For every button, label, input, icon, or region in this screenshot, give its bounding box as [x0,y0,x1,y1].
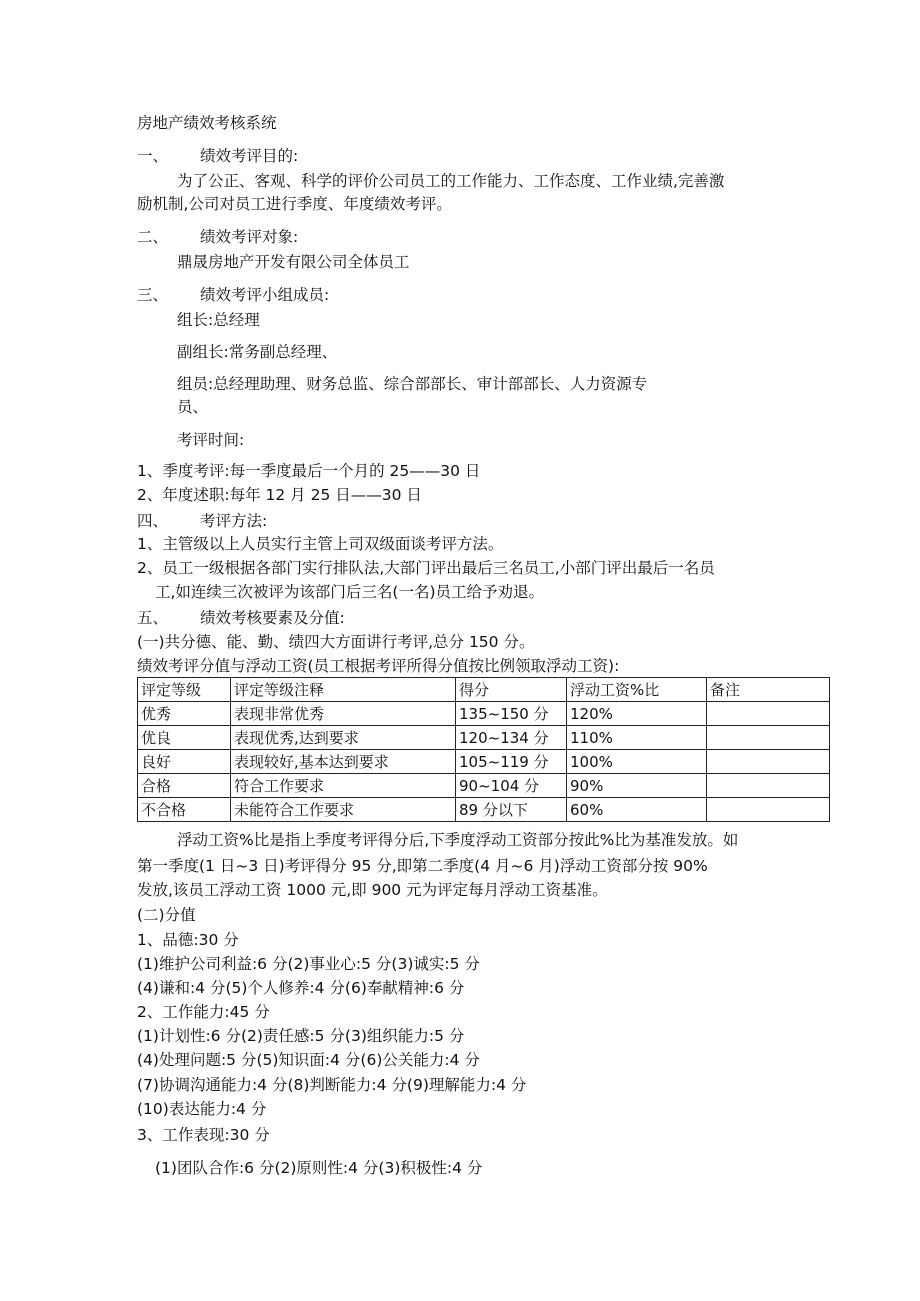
score-morality-items-2: (4)谦和:4 分(5)个人修养:4 分(6)奉献精神:6 分 [137,979,465,997]
table-cell [707,774,830,798]
table-cell: 优秀 [138,702,231,726]
table-cell [707,702,830,726]
table-cell: 120% [567,702,707,726]
score-ability: 2、工作能力:45 分 [137,1003,270,1021]
group-deputy: 副组长:常务副总经理、 [177,343,338,361]
scores-heading: (二)分值 [137,906,196,924]
group-leader: 组长:总经理 [177,311,260,329]
table-cell: 100% [567,750,707,774]
score-morality: 1、品德:30 分 [137,931,239,949]
table-cell: 表现优秀,达到要求 [231,726,456,750]
table-cell: 良好 [138,750,231,774]
schedule-quarterly: 1、季度考评:每一季度最后一个月的 25——30 日 [137,462,481,480]
section-1-heading: 绩效考评目的: [200,147,299,165]
table-cell [707,798,830,822]
table-cell: 60% [567,798,707,822]
table-caption: 绩效考评分值与浮动工资(员工根据考评所得分值按比例领取浮动工资): [137,657,620,675]
table-cell: 89 分以下 [456,798,567,822]
section-5-number: 五、 [137,609,169,627]
table-cell: 120~134 分 [456,726,567,750]
score-ability-items-3: (7)协调沟通能力:4 分(8)判断能力:4 分(9)理解能力:4 分 [137,1076,527,1094]
section-1-text: 为了公正、客观、科学的评价公司员工的工作能力、工作态度、工作业绩,完善激 [177,172,725,190]
section-4-number: 四、 [137,512,169,530]
table-row [138,774,830,798]
method-2: 2、员工一级根据各部门实行排队法,大部门评出最后三名员工,小部门评出最后一名员 [137,559,715,577]
table-cell: 表现非常优秀 [231,702,456,726]
section-3-heading: 绩效考评小组成员: [200,286,330,304]
table-row [138,750,830,774]
section-5-heading: 绩效考核要素及分值: [200,609,345,627]
score-performance: 3、工作表现:30 分 [137,1126,270,1144]
table-cell: 90~104 分 [456,774,567,798]
table-cell [707,750,830,774]
table-cell: 90% [567,774,707,798]
section-1-number: 一、 [137,147,169,165]
table-cell: 优良 [138,726,231,750]
table-row [138,726,830,750]
doc-title: 房地产绩效考核系统 [137,114,277,132]
grade-table [137,677,830,822]
score-ability-items-4: (10)表达能力:4 分 [137,1100,267,1118]
table-cell: 不合格 [138,798,231,822]
table-header: 得分 [456,678,567,702]
section-2-heading: 绩效考评对象: [200,228,299,246]
table-row [138,798,830,822]
schedule-annual: 2、年度述职:每年 12 月 25 日——30 日 [137,486,422,504]
table-cell: 未能符合工作要求 [231,798,456,822]
total-score-text: (一)共分德、能、勤、绩四大方面讲行考评,总分 150 分。 [137,633,535,651]
score-morality-items-1: (1)维护公司利益:6 分(2)事业心:5 分(3)诚实:5 分 [137,955,480,973]
section-1-text-cont: 励机制,公司对员工进行季度、年度绩效考评。 [137,195,452,213]
note-line-1: 浮动工资%比是指上季度考评得分后,下季度浮动工资部分按此%比为基准发放。如 [177,831,739,849]
table-cell: 符合工作要求 [231,774,456,798]
score-performance-items-1: (1)团队合作:6 分(2)原则性:4 分(3)积极性:4 分 [155,1159,483,1177]
table-header: 备注 [707,678,830,702]
review-time-label: 考评时间: [177,431,245,449]
note-line-3: 发放,该员工浮动工资 1000 元,即 900 元为评定每月浮动工资基准。 [137,881,608,899]
score-ability-items-1: (1)计划性:6 分(2)责任感:5 分(3)组织能力:5 分 [137,1027,465,1045]
method-2-cont: 工,如连续三次被评为该部门后三名(一名)员工给予劝退。 [155,583,545,601]
table-header: 浮动工资%比 [567,678,707,702]
table-header: 评定等级 [138,678,231,702]
table-header: 评定等级注释 [231,678,456,702]
table-cell: 110% [567,726,707,750]
score-ability-items-2: (4)处理问题:5 分(5)知识面:4 分(6)公关能力:4 分 [137,1051,480,1069]
section-2-text: 鼎晟房地产开发有限公司全体员工 [177,253,410,271]
section-2-number: 二、 [137,228,169,246]
section-3-number: 三、 [137,286,169,304]
group-members: 组员:总经理助理、财务总监、综合部部长、审计部部长、人力资源专 [177,375,648,393]
note-line-2: 第一季度(1 日~3 日)考评得分 95 分,即第二季度(4 月~6 月)浮动工资部分按 90% [137,857,708,875]
table-row [138,702,830,726]
table-cell [707,726,830,750]
table-cell: 105~119 分 [456,750,567,774]
section-4-heading: 考评方法: [200,512,268,530]
group-members-cont: 员、 [177,398,209,416]
method-1: 1、主管级以上人员实行主管上司双级面谈考评方法。 [137,535,504,553]
table-cell: 表现较好,基本达到要求 [231,750,456,774]
table-cell: 135~150 分 [456,702,567,726]
table-header-row [138,678,830,702]
table-cell: 合格 [138,774,231,798]
